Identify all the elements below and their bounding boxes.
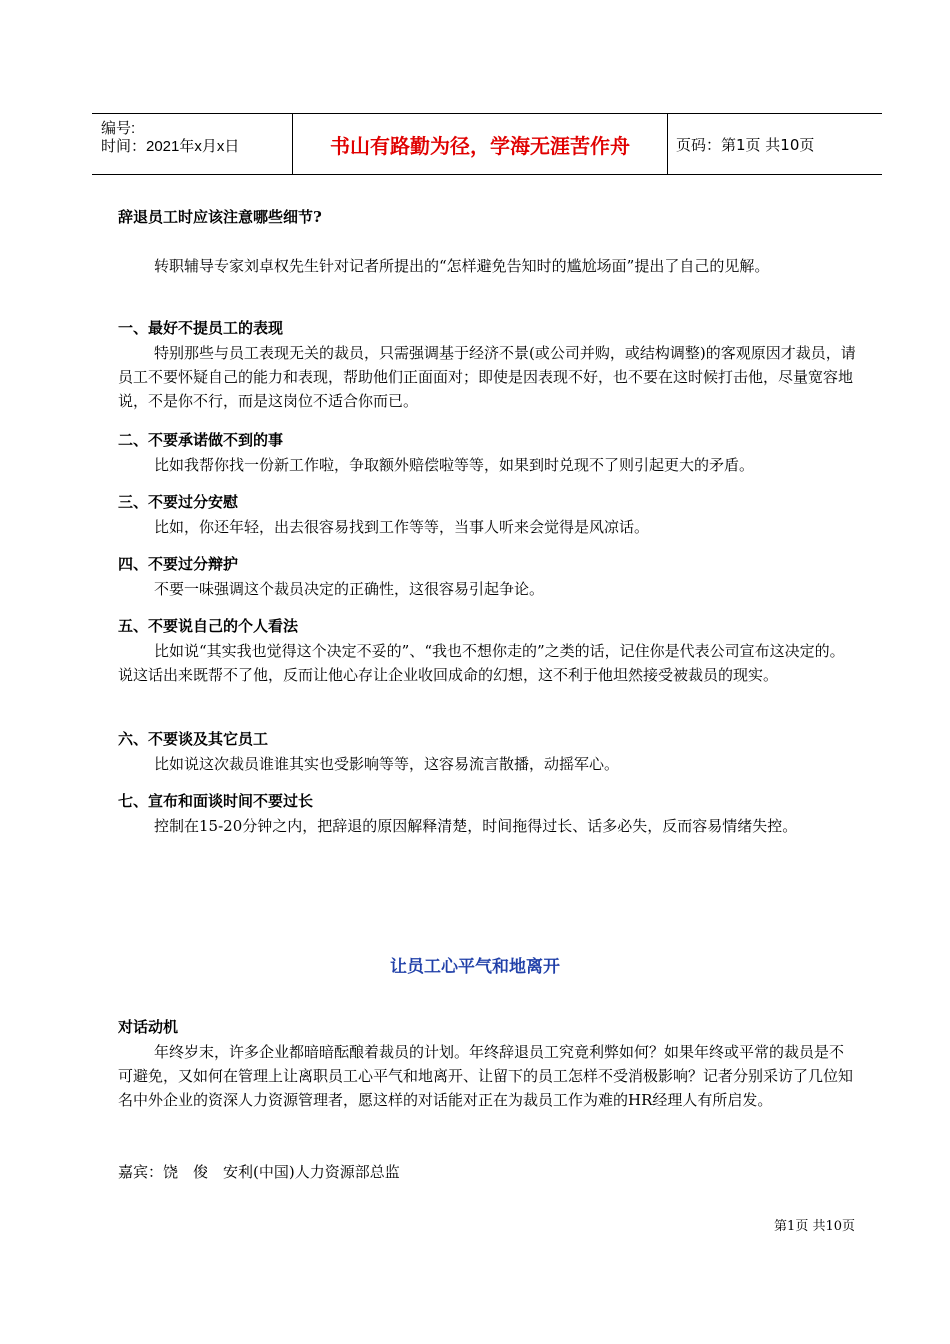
page-footer: 第1页 共10页 — [774, 1219, 855, 1234]
doc-time-label: 时间：2021年x月x日 — [101, 138, 240, 155]
dialog-heading: 对话动机 — [118, 1018, 179, 1036]
header-meta — [92, 114, 292, 174]
point-heading-3: 三、不要过分安慰 — [118, 493, 239, 511]
point-heading-2: 二、不要承诺做不到的事 — [118, 431, 284, 449]
header-motto: 书山有路勤为径，学海无涯苦作舟 — [292, 114, 668, 174]
dialog-body: 年终岁末，许多企业都暗暗酝酿着裁员的计划。年终辞退员工究竟利弊如何？如果年终或平常的裁员是不可避免，又如何在管理上让离职员工心平气和地离开、让留下的员工怎样不受消极影响？记者分别采访了几位知名中外企业的资深人力资源管理者，愿这样的对话能对正在为裁员工作为难的HR经理人有所启发。 — [118, 1043, 854, 1109]
point-heading-6: 六、不要谈及其它员工 — [118, 730, 269, 748]
point-heading-1: 一、最好不提员工的表现 — [118, 319, 284, 337]
guest-line: 嘉宾：饶 俊 安利(中国)人力资源部总监 — [118, 1163, 400, 1181]
point-body-3: 比如，你还年轻，出去很容易找到工作等等，当事人听来会觉得是风凉话。 — [154, 518, 650, 536]
point-heading-5: 五、不要说自己的个人看法 — [118, 617, 299, 635]
section2-title: 让员工心平气和地离开 — [390, 957, 560, 977]
point-body-7: 控制在15-20分钟之内，把辞退的原因解释清楚，时间拖得过长、话多必失，反而容易情绪失控。 — [154, 817, 798, 835]
page-header — [92, 113, 882, 175]
point-body-2: 比如我帮你找一份新工作啦，争取额外赔偿啦等等，如果到时兑现不了则引起更大的矛盾。 — [154, 456, 755, 474]
point-body-4: 不要一味强调这个裁员决定的正确性，这很容易引起争论。 — [154, 580, 545, 598]
doc-number-label: 编号: — [101, 120, 136, 137]
header-page-label: 页码：第1页 共10页 — [676, 135, 815, 154]
point-body-5: 比如说“其实我也觉得这个决定不妥的”、“我也不想你走的”之类的话，记住你是代表公司宣布这决定的。说这话出来既帮不了他，反而让他心存让企业收回成命的幻想，这不利于他坦然接受被裁员的现实。 — [118, 642, 845, 684]
point-body-1: 特别那些与员工表现无关的裁员，只需强调基于经济不景(或公司并购，或结构调整)的客观原因才裁员，请员工不要怀疑自己的能力和表现，帮助他们正面面对；即使是因表现不好，也不要在这时候打击他，尽量宽容地说，不是你不行，而是这岗位不适合你而已。 — [118, 344, 856, 410]
point-heading-7: 七、宣布和面谈时间不要过长 — [118, 792, 314, 810]
doc-intro: 转职辅导专家刘卓权先生针对记者所提出的“怎样避免告知时的尴尬场面”提出了自己的见解。 — [154, 257, 770, 275]
doc-title: 辞退员工时应该注意哪些细节? — [118, 208, 322, 226]
point-heading-4: 四、不要过分辩护 — [118, 555, 239, 573]
point-body-6: 比如说这次裁员谁谁其实也受影响等等，这容易流言散播，动摇军心。 — [154, 755, 620, 773]
